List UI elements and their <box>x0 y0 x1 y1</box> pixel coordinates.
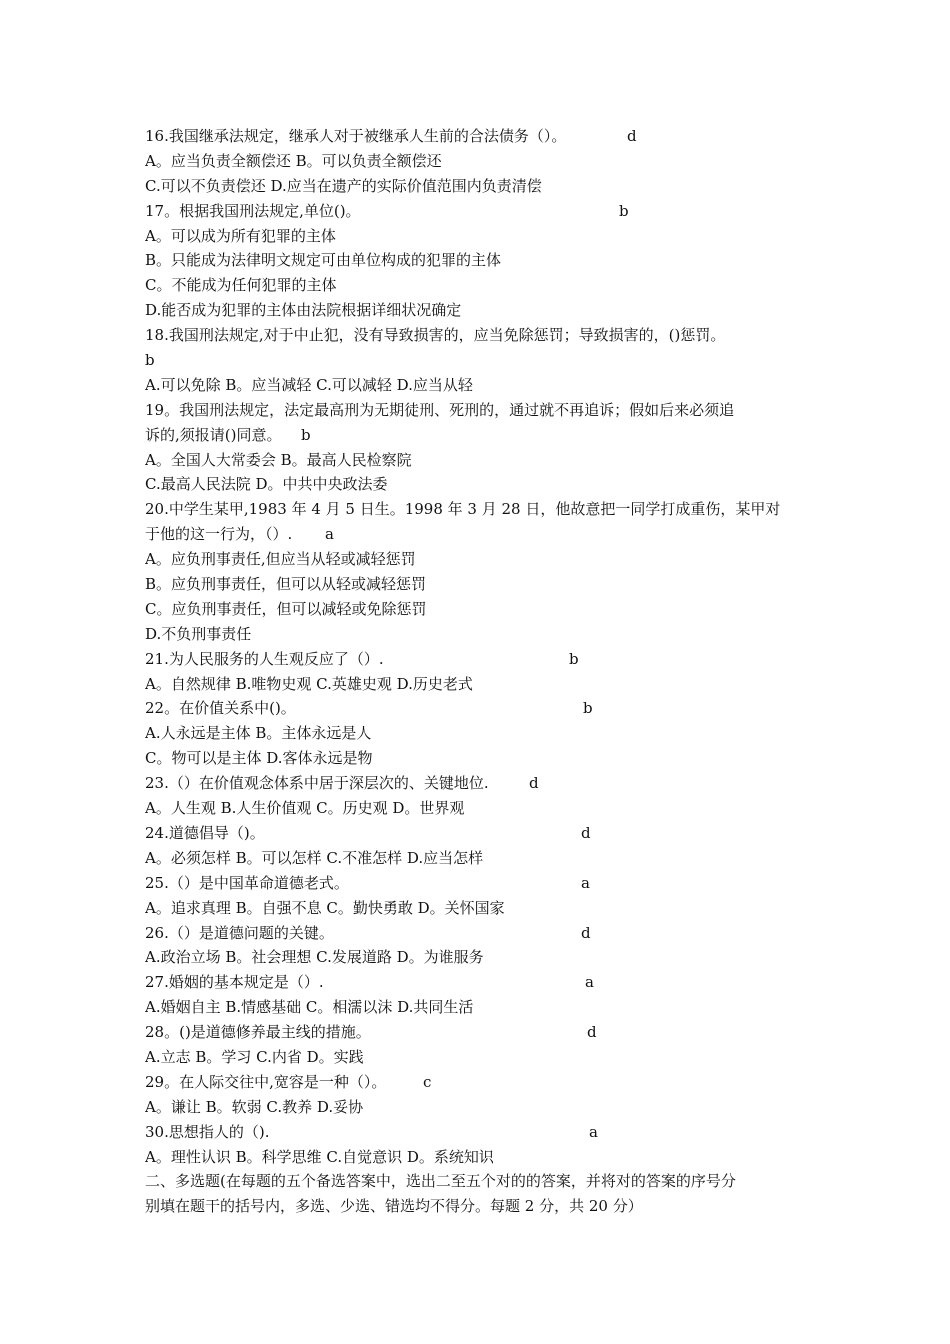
question-text: 21.为人民服务的人生观反应了（）. <box>145 649 384 668</box>
options-line: A.立志 B。学习 C.内省 D。实践 <box>145 1047 364 1066</box>
question-22 <box>145 696 815 721</box>
question-21 <box>145 647 815 672</box>
question-23 <box>145 771 815 796</box>
options-line: A。理性认识 B。科学思维 C.自觉意识 D。系统知识 <box>145 1147 494 1166</box>
question-text: 16.我国继承法规定，继承人对于被继承人生前的合法债务（）。 <box>145 127 567 145</box>
question-17 <box>145 199 815 224</box>
question-16 <box>145 124 815 149</box>
options-line: A.人永远是主体 B。主体永远是人 <box>145 724 372 743</box>
answer-key: a <box>581 873 590 892</box>
options-line: A。全国人大常委会 B。最高人民检察院 <box>145 450 412 469</box>
question-text: 24.道德倡导（)。 <box>145 823 265 842</box>
answer-key: a <box>325 525 334 544</box>
options-line: A。可以成为所有犯罪的主体 <box>145 226 336 245</box>
question-29 <box>145 1070 815 1095</box>
document-body <box>145 124 815 1219</box>
options-line: A。追求真理 B。自强不息 C。勤快勇敢 D。关怀国家 <box>145 898 505 917</box>
answer-key: d <box>581 923 591 942</box>
options-line: C。不能成为任何犯罪的主体 <box>145 276 337 295</box>
question-28 <box>145 1020 815 1045</box>
options-line: C.最高人民法院 D。中共中央政法委 <box>145 475 388 494</box>
options-line: C。物可以是主体 D.客体永远是物 <box>145 749 373 768</box>
answer-key: d <box>581 823 591 842</box>
answer-key: d <box>627 127 637 145</box>
options-line: A。人生观 B.人生价值观 C。历史观 D。世界观 <box>145 799 465 818</box>
options-line: B。只能成为法律明文规定可由单位构成的犯罪的主体 <box>145 251 502 270</box>
question-text: 26.（）是道德问题的关键。 <box>145 923 334 942</box>
options-line: A.婚姻自主 B.情感基础 C。相濡以沫 D.共同生活 <box>145 998 474 1017</box>
section-heading: 二、多选题(在每题的五个备选答案中，选出二至五个对的的答案，并将对的答案的序号分 <box>145 1172 736 1191</box>
answer-key: c <box>423 1072 432 1091</box>
question-25 <box>145 871 815 896</box>
answer-key: d <box>587 1023 597 1042</box>
question-19: 19。我国刑法规定，法定最高刑为无期徒刑、死刑的，通过就不再追诉；假如后来必须追 <box>145 400 735 419</box>
answer-key: a <box>585 973 594 992</box>
options-line: A。应当负责全额偿还 B。可以负责全额偿还 <box>145 151 442 170</box>
options-line: A。自然规律 B.唯物史观 C.英雄史观 D.历史老式 <box>145 674 473 693</box>
answer-key: b <box>145 351 155 370</box>
options-line: B。应负刑事责任，但可以从轻或减轻惩罚 <box>145 575 427 594</box>
question-text: 17。根据我国刑法规定,单位()。 <box>145 201 361 220</box>
answer-key: a <box>589 1122 598 1141</box>
answer-key: b <box>301 425 311 444</box>
question-26 <box>145 921 815 946</box>
question-text: 25.（）是中国革命道德老式。 <box>145 873 349 892</box>
question-27 <box>145 970 815 995</box>
options-line: D.不负刑事责任 <box>145 624 252 643</box>
question-text: 于他的这一行为，（）. <box>145 525 293 544</box>
options-line: C.可以不负责偿还 D.应当在遗产的实际价值范围内负责清偿 <box>145 176 542 195</box>
question-text: 23.（）在价值观念体系中居于深层次的、关键地位. <box>145 774 489 793</box>
question-20-cont <box>145 522 815 547</box>
question-19-cont <box>145 423 815 448</box>
options-line: A。应负刑事责任,但应当从轻或减轻惩罚 <box>145 550 416 569</box>
options-line: A.可以免除 B。应当减轻 C.可以减轻 D.应当从轻 <box>145 375 473 394</box>
options-line: D.能否成为犯罪的主体由法院根据详细状况确定 <box>145 301 462 320</box>
question-30 <box>145 1120 815 1145</box>
answer-key: b <box>619 201 629 220</box>
question-text: 诉的,须报请()同意。 <box>145 425 282 444</box>
question-20: 20.中学生某甲,1983 年 4 月 5 日生。1998 年 3 月 28 日，他故意把一同学打成重伤，某甲对 <box>145 500 781 519</box>
question-text: 29。在人际交往中,宽容是一种（）。 <box>145 1072 387 1091</box>
question-text: 27.婚姻的基本规定是（）. <box>145 973 324 992</box>
answer-key: b <box>583 699 593 718</box>
options-line: C。应负刑事责任，但可以减轻或免除惩罚 <box>145 599 427 618</box>
answer-key: b <box>569 649 579 668</box>
answer-key: d <box>529 774 539 793</box>
question-24 <box>145 821 815 846</box>
section-heading-cont: 别填在题干的括号内，多选、少选、错选均不得分。每题 2 分，共 20 分） <box>145 1197 643 1216</box>
options-line: A。必须怎样 B。可以怎样 C.不准怎样 D.应当怎样 <box>145 848 484 867</box>
question-text: 22。在价值关系中()。 <box>145 699 296 718</box>
options-line: A。谦让 B。软弱 C.教养 D.妥协 <box>145 1097 364 1116</box>
options-line: A.政治立场 B。社会理想 C.发展道路 D。为谁服务 <box>145 948 484 967</box>
question-text: 30.思想指人的（). <box>145 1122 270 1141</box>
question-18: 18.我国刑法规定,对于中止犯，没有导致损害的，应当免除惩罚；导致损害的，()惩罚。 <box>145 326 726 345</box>
question-text: 28。()是道德修养最主线的措施。 <box>145 1023 371 1042</box>
